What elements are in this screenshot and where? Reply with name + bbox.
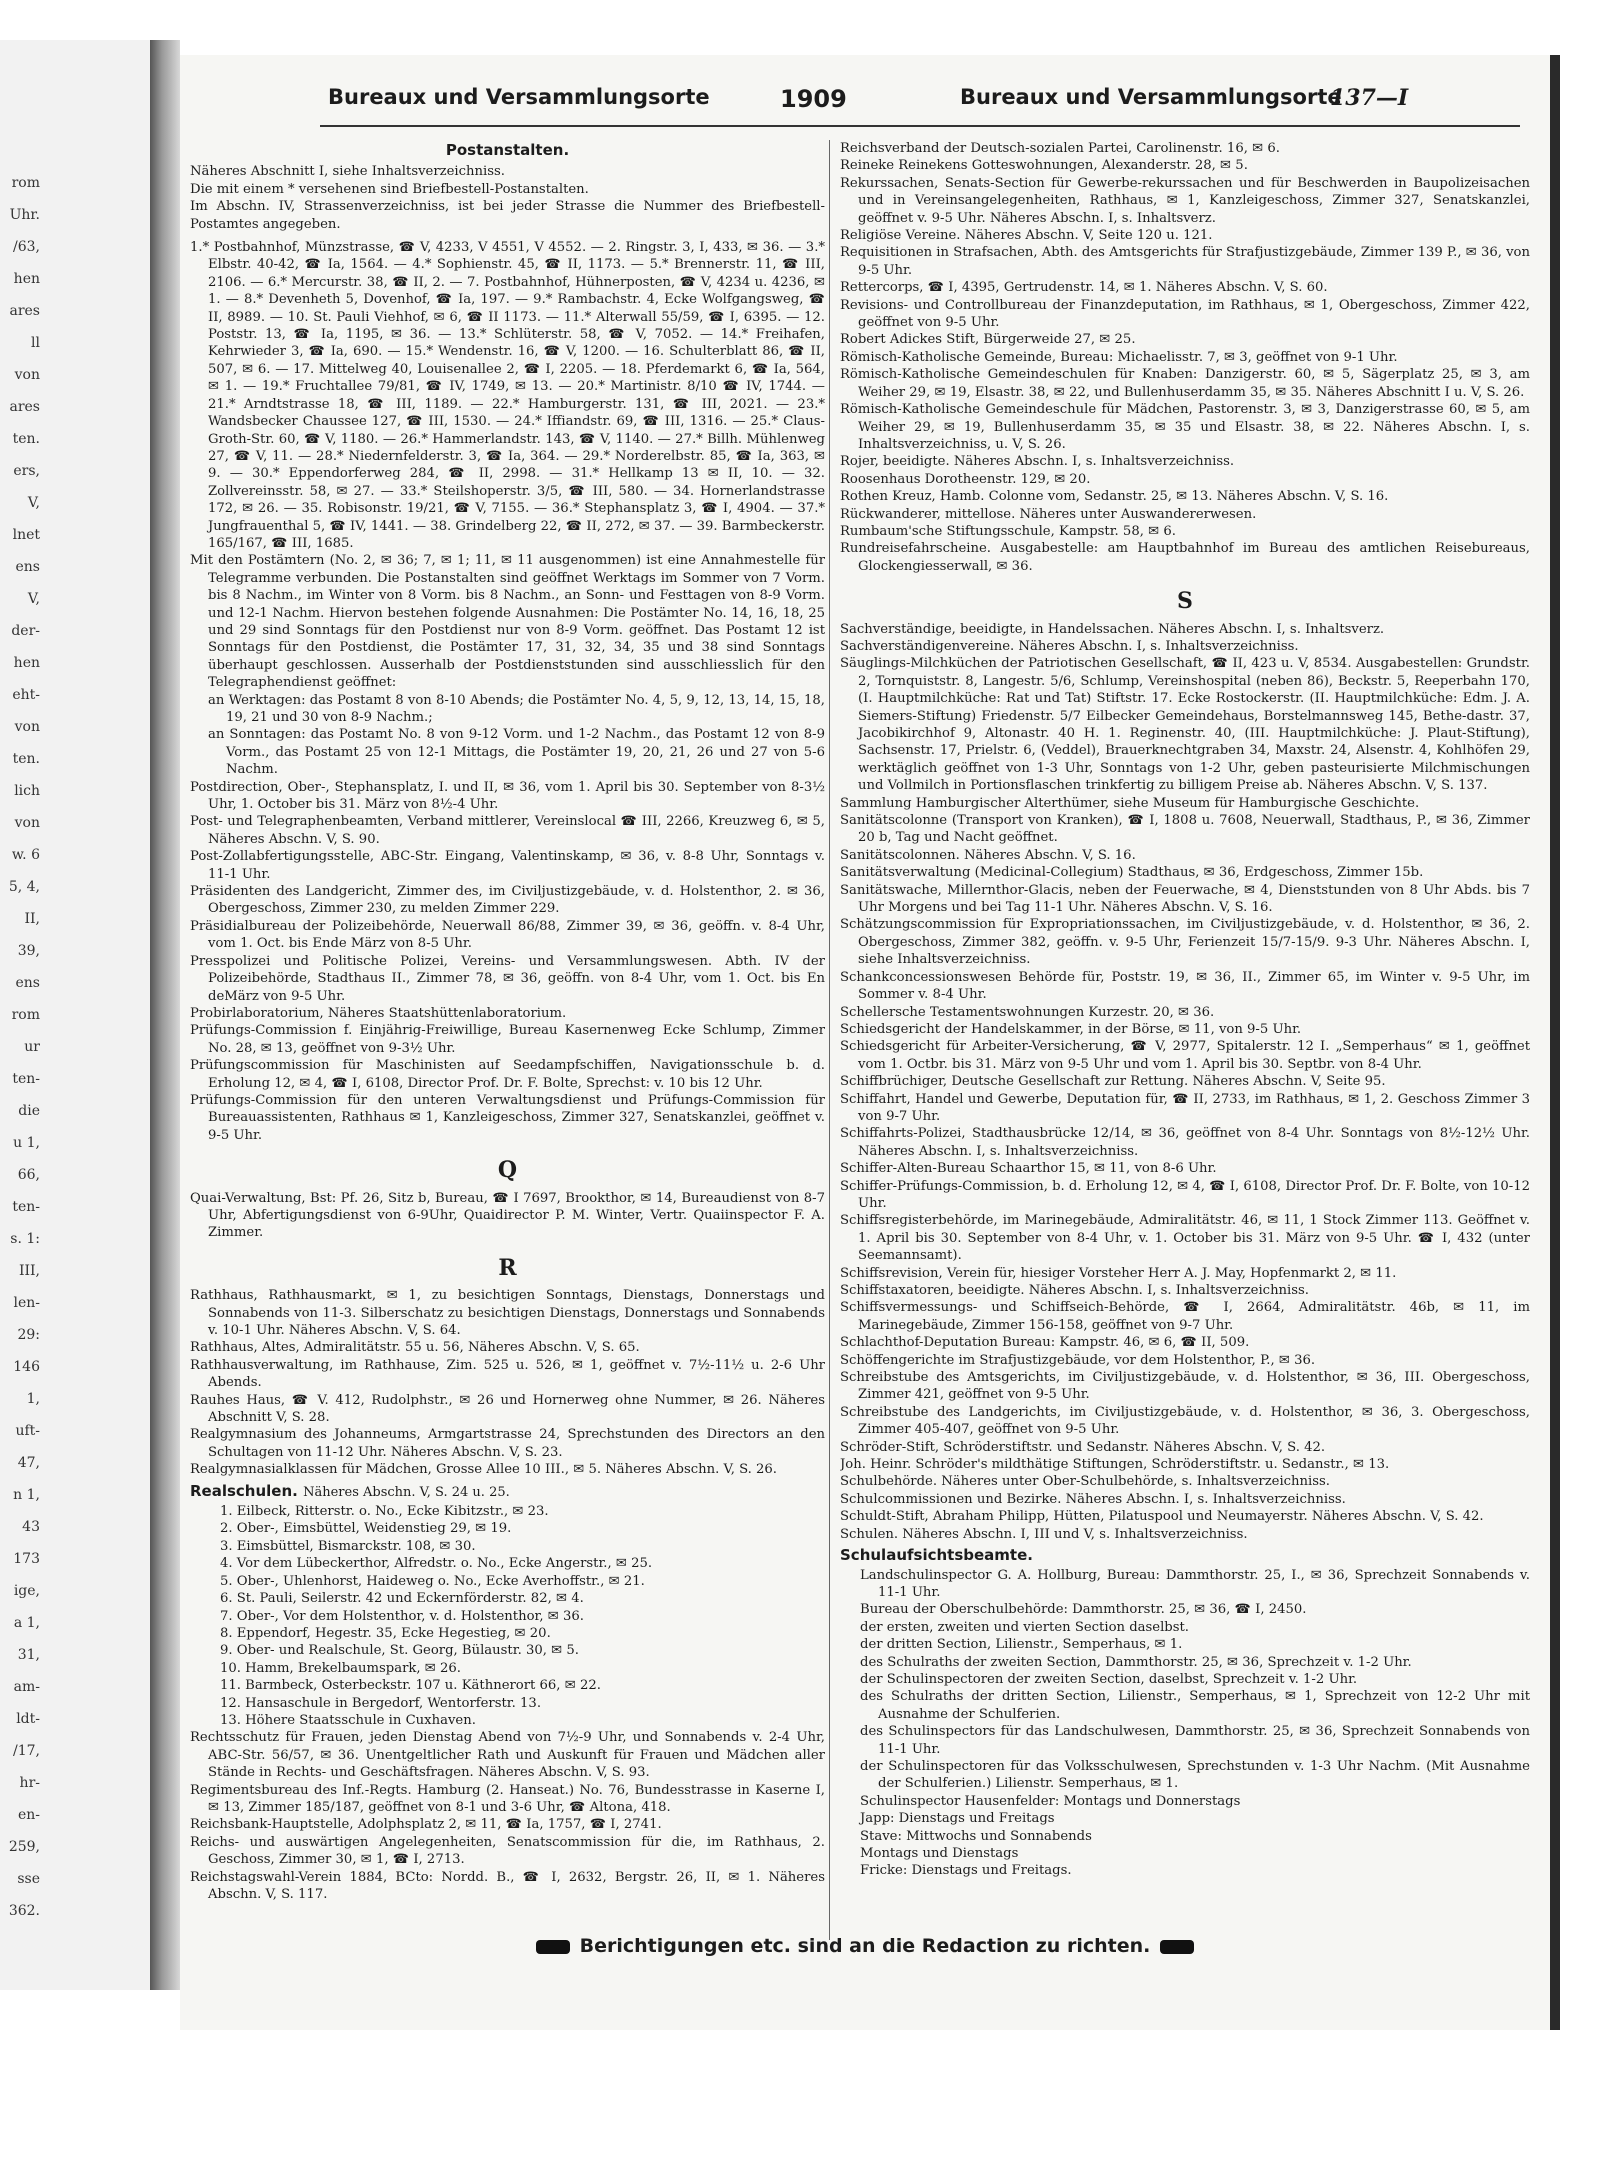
margin-fragment: V, <box>27 495 40 511</box>
schulaufsicht-entry: des Schulraths der dritten Section, Lilienstr., Semperhaus, ✉ 1, Sprechzeit von 12-2 Uhr mit Ausnahme der Schulferien. <box>860 1689 1530 1722</box>
margin-fragment: sse <box>17 1871 40 1887</box>
margin-fragment: /63, <box>13 239 40 255</box>
footer-text: Berichtigungen etc. sind an die Redaction zu richten. <box>579 1935 1151 1957</box>
realschule-item: 6. St. Pauli, Seilerstr. 42 und Eckernförderstr. 82, ✉ 4. <box>220 1591 584 1607</box>
realschule-item: 2. Ober-, Eimsbüttel, Weidenstieg 29, ✉ 19. <box>220 1521 512 1537</box>
directory-entry: Sachverständigenvereine. Näheres Abschn. I, s. Inhaltsverzeichniss. <box>840 638 1299 654</box>
margin-fragment: ur <box>24 1039 40 1055</box>
directory-entry: Reichsverband der Deutsch-sozialen Partei, Carolinenstr. 16, ✉ 6. <box>840 141 1280 156</box>
directory-entry: Rathhausverwaltung, im Rathhause, Zim. 525 u. 526, ✉ 1, geöffnet v. 7½-11½ u. 2-6 Uhr Abends. <box>190 1357 825 1391</box>
directory-entry: Reineke Reinekens Gotteswohnungen, Alexanderstr. 28, ✉ 5. <box>840 158 1248 174</box>
margin-fragment: hr- <box>19 1775 40 1791</box>
margin-fragment: uft- <box>15 1423 40 1439</box>
schulaufsicht-entry: Japp: Dienstags und Freitags <box>860 1811 1055 1827</box>
directory-entry: Schreibstube des Amtsgerichts, im Civiljustizgebäude, v. d. Holstenthor, ✉ 36, III. Obergeschoss, Zimmer 421, geöffnet von 9-5 Uhr. <box>840 1370 1530 1403</box>
margin-fragment: ige, <box>13 1583 40 1599</box>
directory-entry: Rathhaus, Rathhausmarkt, ✉ 1, zu besichtigen Sonntags, Dienstags, Donnerstags und Sonnabends von 11-3. Silberschatz zu besichtigen Dienstags, Donnerstags und Sonnabends v. 10-1 Uhr. Näheres Abschn. V, S. 64. <box>190 1288 825 1338</box>
header-left-title: Bureaux und Versammlungsorte <box>328 85 710 109</box>
schulaufsicht-entry: des Schulraths der zweiten Section, Dammthorstr. 25, ✉ 36, Sprechzeit v. 1-2 Uhr. <box>860 1654 1412 1670</box>
directory-entry: Rückwanderer, mittellose. Näheres unter Auswandererwesen. <box>840 506 1257 522</box>
directory-entry: Presspolizei und Politische Polizei, Vereins- und Versammlungswesen. Abth. IV der Polizeibehörde, Stadthaus II., Zimmer 78, ✉ 36, geöffn. von 8-4 Uhr, vom 1. Oct. bis En deMärz von 9-5 Uhr. <box>190 953 825 1004</box>
schulaufsicht-entry: Bureau der Oberschulbehörde: Dammthorstr. 25, ✉ 36, ☎ I, 2450. <box>860 1602 1307 1618</box>
directory-entry: Römisch-Katholische Gemeindeschulen für Knaben: Danzigerstr. 60, ✉ 5, Sägerplatz 25, ✉ 3, am Weiher 29, ✉ 19, Elsastr. 38, ✉ 22, und Bullenhuserdamm 35, ✉ 35. Näheres Abschnitt I u. V, S. 26. <box>840 367 1530 400</box>
directory-entry: Post- und Telegraphenbeamten, Verband mittlerer, Vereinslocal ☎ III, 2266, Kreuzweg 6, ✉ 5, Näheres Abschn. V, S. 90. <box>190 814 825 847</box>
directory-entry: Präsidenten des Landgericht, Zimmer des, im Civiljustizgebäude, v. d. Holstenthor, 2. ✉ 36, Obergeschoss, Zimmer 230, zu melden Zimmer 229. <box>190 884 825 917</box>
page-number: 137—I <box>1330 85 1409 111</box>
post-intro: Die mit einem * versehenen sind Briefbestell-Postanstalten. <box>190 181 589 197</box>
directory-entry: Rumbaum'sche Stiftungsschule, Kampstr. 58, ✉ 6. <box>840 523 1176 539</box>
margin-fragment: n 1, <box>13 1487 40 1503</box>
margin-fragment: ares <box>9 399 40 415</box>
margin-fragment: eht- <box>12 687 40 703</box>
directory-entry: Probirlaboratorium, Näheres Staatshüttenlaboratorium. <box>190 1005 567 1021</box>
margin-fragment: 146 <box>13 1359 40 1375</box>
margin-fragment: lich <box>14 783 40 799</box>
margin-fragment: II, <box>24 911 40 927</box>
post-hours: Mit den Postämtern (No. 2, ✉ 36; 7, ✉ 1; 11, ✉ 11 ausgenommen) ist eine Annahmestelle für Telegramme verbunden. Die Postanstalten sind geöffnet Werktags im Sommer von 7 Vorm. bis 8 Nachm., im Winter von 8 Vorm. bis 8 Nachm., an Sonn- und Festtagen von 8-9 Vorm. und 12-1 Nachm. Hiervon bestehen folgende Ausnahmen: Die Postämter No. 14, 16, 18, 25 und 29 sind Sonntags für den Postdienst nur von 8-9 Vorm. geöffnet. Das Postamt 12 ist Sonntags für den Postdienst, die Postämter 17, 31, 32, 34, 35 und 38 sind Sonntags überhaupt geschlossen. Ausserhalb der Postdienststunden sind ausschliesslich für den Telegraphendienst geöffnet: <box>190 553 825 691</box>
realschule-item: 1. Eilbeck, Ritterstr. o. No., Ecke Kibitzstr., ✉ 23. <box>220 1504 549 1520</box>
directory-entry: Schiffsvermessungs- und Schiffseich-Behörde, ☎ I, 2664, Admiralitätstr. 46b, ✉ 11, im Marinegebäude, Zimmer 156-158, geöffnet von 9-7 Uhr. <box>840 1300 1530 1333</box>
realschulen-heading <box>190 1483 825 1501</box>
directory-entry: Reichs- und auswärtigen Angelegenheiten, Senatscommission für die, im Rathhaus, 2. Geschoss, Zimmer 30, ✉ 1, ☎ I, 2713. <box>190 1834 825 1868</box>
directory-entry: Schiedsgericht für Arbeiter-Versicherung, ☎ V, 2977, Spitalerstr. 12 I. „Semperhaus“ ✉ 1, geöffnet vom 1. Octbr. bis 31. März von 9-5 Uhr und vom 1. April bis 30. Septbr. von 8-4 Uhr. <box>840 1039 1530 1072</box>
margin-fragment: 173 <box>13 1551 40 1567</box>
directory-entry: Schiedsgericht der Handelskammer, in der Börse, ✉ 11, von 9-5 Uhr. <box>840 1021 1302 1037</box>
directory-entry: Schiffsregisterbehörde, im Marinegebäude, Admiralitätstr. 46, ✉ 11, 1 Stock Zimmer 113. Geöffnet v. 1. April bis 30. September von 8-4 Uhr, v. 1. October bis 31. März von 9-5 Uhr. ☎ I, 432 (unter Seemannsamt). <box>840 1213 1530 1264</box>
directory-entry: Rathhaus, Altes, Admiralitätstr. 55 u. 56, Näheres Abschn. V, S. 65. <box>190 1340 640 1356</box>
post-hours-sundays: an Sonntagen: das Postamt No. 8 von 9-12 Vorm. und 1-2 Nachm., das Postamt 12 von 8-9 Vorm., das Postamt 25 von 12-1 Mittags, die Postämter 19, 20, 21, 26 und 27 von 5-6 Nachm. <box>208 727 825 778</box>
schulaufsicht-heading: Schulaufsichtsbeamte. <box>840 1546 1033 1565</box>
realschulen-list <box>190 1503 825 1729</box>
section-title-postanstalten: Postanstalten. <box>445 141 570 159</box>
entries-r2 <box>190 1729 825 1903</box>
directory-entry: Revisions- und Controllbureau der Finanzdeputation, im Rathhaus, ✉ 1, Obergeschoss, Zimmer 422, geöffnet von 9-5 Uhr. <box>840 297 1530 331</box>
directory-entry: Säuglings-Milchküchen der Patriotischen Gesellschaft, ☎ II, 423 u. V, 8534. Ausgabestellen: Grundstr. 2, Tornquiststr. 8, Langestr. 5/6, Schlump, Vereinshospital (neben 86), Beckstr. 5, Reeperbahn 170, (I. Hauptmilchküche: Rat und Tat) Stiftstr. 17. Ecke Rostockerstr. (II. Hauptmilchküche: Edm. J. A. Siemers-Stiftung) Friedenstr. 5/7 Eilbecker Gemeindehaus, Borstelmannsweg 145, Bethe-dastr. 37, Jacobikirchhof 9, Altonastr. 40 H. 1. Reginenstr. 40, (III. Hauptmilchküche: J. Plaut-Stiftung), Sachsenstr. 17, Prielstr. 6, (Veddel), Brauerknechtgraben 34, Maxstr. 24, Alsenstr. 4, Kohlhöfen 29, werktäglich geöffnet von 1-3 Uhr, Sonntags von 1-2 Uhr, geben pasteurisierte Milchmischungen und Vollmilch in Portionsflaschen trinkfertig zu billigem Preise ab. Näheres Abschn. V, S. 137. <box>840 656 1530 794</box>
letter-heading-r: R <box>498 1254 517 1281</box>
directory-entry: Schulbehörde. Näheres unter Ober-Schulbehörde, s. Inhaltsverzeichniss. <box>840 1474 1330 1490</box>
realschule-item: 4. Vor dem Lübeckerthor, Alfredstr. o. No., Ecke Angerstr., ✉ 25. <box>220 1556 653 1572</box>
realschule-item: 3. Eimsbüttel, Bismarckstr. 108, ✉ 30. <box>220 1538 476 1554</box>
post-hours-weekdays: an Werktagen: das Postamt 8 von 8-10 Abends; die Postämter No. 4, 5, 9, 12, 13, 14, 15, 18, 19, 21 und 30 von 8-9 Nachm.; <box>208 692 825 725</box>
directory-entry: Rojer, beeidigte. Näheres Abschn. I, s. Inhaltsverzeichniss. <box>840 454 1235 470</box>
realschule-item: 12. Hansaschule in Bergedorf, Wentorferstr. 13. <box>220 1695 542 1711</box>
directory-entry: Rekurssachen, Senats-Section für Gewerbe-rekurssachen und für Beschwerden in Baupolizeisachen und in Vereinsangelegenheiten, Rathhaus, ✉ 1, Kanzleigeschoss, Zimmer 327, Senatskanzlei, geöffnet v. 9-5 Uhr. Näheres Abschn. I, s. Inhaltsverz. <box>840 175 1530 226</box>
directory-entry: Prüfungscommission für Maschinisten auf Seedampfschiffen, Navigationsschule b. d. Erholung 12, ✉ 4, ☎ I, 6108, Director Prof. Dr. F. Bolte, Sprechst: v. 10 bis 12 Uhr. <box>190 1058 825 1091</box>
header-rule <box>320 125 1520 127</box>
directory-entry: Sachverständige, beeidigte, in Handelssachen. Näheres Abschn. I, s. Inhaltsverz. <box>840 621 1385 637</box>
directory-entry: Religiöse Vereine. Näheres Abschn. V, Seite 120 u. 121. <box>840 228 1213 244</box>
directory-entry: Rechtsschutz für Frauen, jeden Dienstag Abend von 7½-9 Uhr, und Sonnabends v. 2-4 Uhr, ABC-Str. 56/57, ✉ 36. Unentgeltlicher Rath und Auskunft für Frauen und Mädchen aller Stände in Rechts- und Geschäftsfragen. Näheres Abschn. V, S. 93. <box>190 1730 825 1781</box>
directory-entry: Sanitätsverwaltung (Medicinal-Collegium) Stadthaus, ✉ 36, Erdgeschoss, Zimmer 15b. <box>840 865 1424 881</box>
directory-entry: Schiffstaxatoren, beeidigte. Näheres Abschn. I, s. Inhaltsverzeichniss. <box>840 1283 1309 1298</box>
post-office-list: 1.* Postbahnhof, Münzstrasse, ☎ V, 4233, V 4551, V 4552. — 2. Ringstr. 3, I, 433, ✉ 36. — 3.* Elbstr. 40-42, ☎ Ia, 1564. — 4.* Sophienstr. 45, ☎ II, 1173. — 5.* Brennerstr. 11, ☎ III, 2106. — 6.* Mercurstr. 38, ☎ II, 2. — 7. Postbahnhof, Hühnerposten, ☎ V, 4234 u. 4236, ✉ 1. — 8.* Devenheth 5, Dovenhof, ☎ Ia, 197. — 9.* Rambachstr. 4, Ecke Wolfgangsweg, ☎ II, 8989. — 10. St. Pauli Viehhof, ✉ 6, ☎ II 1173. — 11.* Alterwall 55/59, ☎ I, 6395. — 12. Poststr. 13, ☎ Ia, 1195, ✉ 36. — 13.* Schlüterstr. 58, ☎ V, 7052. — 14.* Freihafen, Kehrwieder 3, ☎ Ia, 690. — 15.* Wendenstr. 16, ☎ V, 1200. — 16. Schulterblatt 86, ☎ II, 507, ✉ 6. — 17. Mittelweg 40, Louisenallee 2, ☎ I, 2205. — 18. Pferdemarkt 6, ☎ Ia, 564, ✉ 1. — 19.* Fruchtallee 79/81, ☎ IV, 1749, ✉ 13. — 20.* Martinistr. 8/10 ☎ IV, 1744. — 21.* Arndtstrasse 18, ☎ III, 1189. — 22.* Hamburgerstr. 131, ☎ III, 2021. — 23.* Wandsbecker Chaussee 127, ☎ III, 1530. — 24.* Iffiandstr. 69, ☎ III, 1316. — 25.* Claus-Groth-Str. 60, ☎ V, 1180. — 26.* Hammerlandstr. 143, ☎ V, 1140. — 27.* Billh. Mühlenweg 27, ☎ V, 11. — 28.* Niedernfelderstr. 3, ☎ Ia, 364. — 29.* Norderelbstr. 85, ☎ Ia, 363, ✉ 9. — 30.* Eppendorferweg 284, ☎ II, 2998. — 31.* Hellkamp 13 ✉ II, 10. — 32. Zollvereinsstr. 58, ✉ 27. — 33.* Steilshoperstr. 3/5, ☎ III, 580. — 34. Hornerlandstrasse 172, ✉ 26. — 35. Robisonstr. 19/21, ☎ V, 7155. — 36.* Stephansplatz 3, ☎ I, 4904. — 37.* Jungfrauenthal 5, ☎ IV, 1441. — 38. Grindelberg 22, ☎ II, 272, ✉ 37. — 39. Barmbeckerstr. 165/167, ☎ III, 1685. <box>190 240 825 551</box>
margin-fragment: rom <box>11 1007 40 1023</box>
realschule-item: 8. Eppendorf, Hegestr. 35, Ecke Hegestieg, ✉ 20. <box>220 1625 551 1641</box>
margin-fragment: u 1, <box>13 1135 40 1151</box>
margin-fragment: len- <box>13 1295 40 1311</box>
margin-fragment: Uhr. <box>9 207 40 223</box>
realschule-item: 13. Höhere Staatsschule in Cuxhaven. <box>220 1712 476 1728</box>
directory-entry: Schuldt-Stift, Abraham Philipp, Hütten, Pilatuspool und Neumayerstr. Näheres Abschn. V, S. 42. <box>840 1509 1484 1525</box>
directory-entry: Rothen Kreuz, Hamb. Colonne vom, Sedanstr. 25, ✉ 13. Näheres Abschn. V, S. 16. <box>840 489 1389 505</box>
entries-p <box>190 779 825 1145</box>
directory-entry: Präsidialbureau der Polizeibehörde, Neuerwall 86/88, Zimmer 39, ✉ 36, geöffn. v. 8-4 Uhr, vom 1. Oct. bis Ende März von 8-5 Uhr. <box>190 918 825 952</box>
directory-entry: Reichstagswahl-Verein 1884, BCto: Nordd. B., ☎ I, 2632, Bergstr. 26, II, ✉ 1. Näheres Abschn. V, S. 117. <box>190 1869 825 1902</box>
margin-fragment: V, <box>27 591 40 607</box>
realschulen-note: Näheres Abschn. V, S. 24 u. 25. <box>303 1484 510 1500</box>
margin-fragment: 1, <box>26 1391 40 1407</box>
directory-entry: Schiffbrüchiger, Deutsche Gesellschaft zur Rettung. Näheres Abschn. V, Seite 95. <box>840 1074 1386 1090</box>
margin-fragment: von <box>14 815 40 831</box>
directory-entry: Schlachthof-Deputation Bureau: Kampstr. 46, ✉ 6, ☎ II, 509. <box>840 1335 1250 1351</box>
footer-notice <box>180 1935 1550 1957</box>
margin-fragment: rom <box>11 175 40 191</box>
directory-entry: Sanitätscolonne (Transport von Kranken), ☎ I, 1808 u. 7608, Neuerwall, Stadthaus, P., ✉ 36, Zimmer 20 b, Tag und Nacht geöffnet. <box>840 813 1530 846</box>
margin-fragment: von <box>14 367 40 383</box>
margin-fragment: ers, <box>13 463 40 479</box>
realschulen-title: Realschulen. <box>190 1481 298 1500</box>
directory-entry: Joh. Heinr. Schröder's mildthätige Stiftungen, Schröderstiftstr. u. Sedanstr., ✉ 13. <box>840 1457 1390 1473</box>
directory-entry: Schreibstube des Landgerichts, im Civiljustizgebäude, v. d. Holstenthor, ✉ 36, 3. Obergeschoss, Zimmer 405-407, geöffnet von 9-5 Uhr. <box>840 1404 1530 1438</box>
margin-fragment: s. 1: <box>10 1231 40 1247</box>
directory-entry: Schiffahrts-Polizei, Stadthausbrücke 12/14, ✉ 36, geöffnet von 8-4 Uhr. Sonntags von 8½-12½ Uhr. Näheres Abschn. I, s. Inhaltsverzeichniss. <box>840 1126 1530 1159</box>
realschule-item: 9. Ober- und Realschule, St. Georg, Bülaustr. 30, ✉ 5. <box>220 1643 579 1659</box>
margin-fragment: der- <box>11 623 40 639</box>
margin-fragment: von <box>14 719 40 735</box>
directory-entry: Regimentsbureau des Inf.-Regts. Hamburg (2. Hanseat.) No. 76, Bundesstrasse in Kaserne I, ✉ 13, Zimmer 185/187, geöffnet von 8-1 und 3-6 Uhr, ☎ Altona, 418. <box>190 1782 825 1815</box>
directory-entry: Schiffer-Alten-Bureau Schaarthor 15, ✉ 11, von 8-6 Uhr. <box>840 1161 1217 1177</box>
directory-entry: Sanitätscolonnen. Näheres Abschn. V, S. 16. <box>840 847 1136 863</box>
schulaufsicht-entry: Schulinspector Hausenfelder: Montags und Donnerstags <box>860 1793 1241 1809</box>
directory-entry: Schiffahrt, Handel und Gewerbe, Deputation für, ☎ II, 2733, im Rathhaus, ✉ 1, 2. Geschoss Zimmer 3 von 9-7 Uhr. <box>840 1091 1530 1124</box>
directory-entry: Postdirection, Ober-, Stephansplatz, I. und II, ✉ 36, vom 1. April bis 30. September von 8-3½ Uhr, 1. October bis 31. März von 8½-4 Uhr. <box>190 779 825 813</box>
margin-fragment: ten- <box>12 1071 40 1087</box>
margin-fragment: die <box>18 1103 40 1119</box>
directory-entry: Schätzungscommission für Expropriationssachen, im Civiljustizgebäude, v. d. Holstenthor, ✉ 36, 2. Obergeschoss, Zimmer 382, geöffn. v. 9-5 Uhr, Ferienzeit 15/7-15/9. 9-3 Uhr. Näheres Abschn. I, siehe Inhaltsverzeichniss. <box>840 917 1530 968</box>
entries-r-continued <box>840 140 1530 575</box>
left-column <box>190 140 825 1950</box>
margin-fragment: 31, <box>17 1647 40 1663</box>
schulaufsicht-entry: Landschulinspector G. A. Hollburg, Bureau: Dammthorstr. 25, I., ✉ 36, Sprechzeit Sonnabends v. 11-1 Uhr. <box>860 1567 1530 1600</box>
directory-entry: Schiffer-Prüfungs-Commission, b. d. Erholung 12, ✉ 4, ☎ I, 6108, Director Prof. Dr. F. Bolte, von 10-12 Uhr. <box>840 1178 1530 1211</box>
directory-entry: Schiffsrevision, Verein für, hiesiger Vorsteher Herr A. J. May, Hopfenmarkt 2, ✉ 11. <box>840 1265 1397 1281</box>
pointing-hand-icon <box>536 1940 570 1954</box>
directory-entry: Reichsbank-Hauptstelle, Adolphsplatz 2, ✉ 11, ☎ Ia, 1757, ☎ I, 2741. <box>190 1817 662 1833</box>
page-header <box>180 85 1550 125</box>
directory-entry: Realgymnasium des Johanneums, Armgartstrasse 24, Sprechstunden des Directors an den Schultagen von 11-12 Uhr. Näheres Abschn. V, S. 23. <box>190 1427 825 1460</box>
margin-fragment: 259, <box>8 1839 40 1855</box>
margin-fragment: 29: <box>17 1327 40 1343</box>
right-column <box>840 140 1530 1950</box>
realschule-item: 5. Ober-, Uhlenhorst, Haideweg o. No., Ecke Averhoffstr., ✉ 21. <box>220 1573 645 1589</box>
header-year: 1909 <box>780 85 847 113</box>
margin-fragment: am- <box>13 1679 40 1695</box>
schulaufsicht-entry: des Schulinspectors für das Landschulwesen, Dammthorstr. 25, ✉ 36, Sprechzeit Sonnabends von 11-1 Uhr. <box>860 1724 1530 1757</box>
directory-entry: Römisch-Katholische Gemeinde, Bureau: Michaelisstr. 7, ✉ 3, geöffnet von 9-1 Uhr. <box>840 349 1398 365</box>
schulaufsicht-entry: der dritten Section, Lilienstr., Semperhaus, ✉ 1. <box>860 1637 1183 1653</box>
margin-fragment: 39, <box>17 943 40 959</box>
margin-fragment: lnet <box>12 527 40 543</box>
margin-fragment: en- <box>17 1807 40 1823</box>
schulaufsicht-entry: Montags und Dienstags <box>860 1846 1019 1861</box>
directory-entry: Rundreisefahrscheine. Ausgabestelle: am Hauptbahnhof im Bureau des amtlichen Reisebureaus, Glockengiesserwall, ✉ 36. <box>840 541 1530 574</box>
directory-entry: Prüfungs-Commission für den unteren Verwaltungsdienst und Prüfungs-Commission für Bureauassistenten, Rathhaus ✉ 1, Kanzleigeschoss, Zimmer 327, Senatskanzlei, geöffnet v. 9-5 Uhr. <box>190 1092 825 1143</box>
realschule-item: 10. Hamm, Brekelbaumspark, ✉ 26. <box>220 1660 462 1676</box>
margin-fragment: ten. <box>12 431 40 447</box>
margin-fragment: hen <box>13 655 40 671</box>
schulaufsicht-entry: Stave: Mittwochs und Sonnabends <box>860 1828 1092 1844</box>
margin-fragment: a 1, <box>13 1615 40 1631</box>
directory-entry: Schulcommissionen und Bezirke. Näheres Abschn. I, s. Inhaltsverzeichniss. <box>840 1491 1346 1507</box>
directory-entry: Sanitätswache, Millernthor-Glacis, neben der Feuerwache, ✉ 4, Dienststunden von 8 Uhr Abds. bis 7 Uhr Morgens und bei Tag 11-1 Uhr. Näheres Abschn. V, S. 16. <box>840 882 1530 916</box>
realschule-item: 11. Barmbeck, Osterbeckstr. 107 u. Käthnerort 66, ✉ 22. <box>220 1678 601 1694</box>
margin-fragment: 66, <box>17 1167 40 1183</box>
letter-heading-q: Q <box>497 1157 518 1184</box>
margin-fragment: 47, <box>17 1455 40 1471</box>
schulaufsicht-list <box>840 1567 1530 1880</box>
schulaufsicht-entry: der Schulinspectoren der zweiten Section, daselbst, Sprechzeit v. 1-2 Uhr. <box>860 1671 1358 1687</box>
column-divider <box>829 140 830 1940</box>
post-intro: Im Abschn. IV, Strassenverzeichniss, ist bei jeder Strasse die Nummer des Briefbestell-Postamtes angegeben. <box>190 199 825 232</box>
directory-entry: Schulen. Näheres Abschn. I, III und V, s. Inhaltsverzeichniss. <box>840 1526 1248 1542</box>
post-intro: Näheres Abschnitt I, siehe Inhaltsverzeichniss. <box>190 164 505 180</box>
directory-entry: Schröder-Stift, Schröderstiftstr. und Sedanstr. Näheres Abschn. V, S. 42. <box>840 1439 1326 1455</box>
margin-fragment: w. 6 <box>11 847 40 863</box>
margin-fragment: hen <box>13 271 40 287</box>
directory-entry: Sammlung Hamburgischer Alterthümer, siehe Museum für Hamburgische Geschichte. <box>840 795 1420 811</box>
directory-entry: Realgymnasialklassen für Mädchen, Grosse Allee 10 III., ✉ 5. Näheres Abschn. V, S. 26. <box>190 1462 778 1478</box>
schulaufsicht-entry: Fricke: Dienstags und Freitags. <box>860 1863 1072 1879</box>
margin-fragment: III, <box>18 1263 40 1279</box>
margin-fragment: ens <box>15 975 40 991</box>
book-spine <box>150 40 180 1990</box>
directory-entry: Schankconcessionswesen Behörde für, Poststr. 19, ✉ 36, II., Zimmer 65, im Winter v. 9-5 Uhr, im Sommer v. 8-4 Uhr. <box>840 969 1530 1003</box>
directory-entry: Schellersche Testamentswohnungen Kurzestr. 20, ✉ 36. <box>840 1004 1215 1020</box>
margin-fragment: ten. <box>12 751 40 767</box>
directory-entry: Post-Zollabfertigungsstelle, ABC-Str. Eingang, Valentinskamp, ✉ 36, v. 8-8 Uhr, Sonntags v. 11-1 Uhr. <box>190 849 825 882</box>
margin-fragment: ens <box>15 559 40 575</box>
directory-page <box>180 55 1550 2030</box>
letter-heading-s: S <box>1177 588 1193 615</box>
directory-entry: Prüfungs-Commission f. Einjährig-Freiwillige, Bureau Kasernenweg Ecke Schlump, Zimmer No. 28, ✉ 13, geöffnet von 9-3½ Uhr. <box>190 1023 825 1056</box>
directory-entry: Rauhes Haus, ☎ V. 412, Rudolphstr., ✉ 26 und Hornerweg ohne Nummer, ✉ 26. Näheres Abschnitt V, S. 28. <box>190 1392 825 1426</box>
directory-entry: Rettercorps, ☎ I, 4395, Gertrudenstr. 14, ✉ 1. Näheres Abschn. V, S. 60. <box>840 280 1328 296</box>
directory-entry: Requisitionen in Strafsachen, Abth. des Amtsgerichts für Strafjustizgebäude, Zimmer 139 P., ✉ 36, von 9-5 Uhr. <box>840 245 1530 278</box>
margin-fragment: 362. <box>8 1903 40 1919</box>
realschule-item: 7. Ober-, Vor dem Holstenthor, v. d. Holstenthor, ✉ 36. <box>220 1608 584 1624</box>
margin-fragment: /17, <box>13 1743 40 1759</box>
directory-entry: Römisch-Katholische Gemeindeschule für Mädchen, Pastorenstr. 3, ✉ 3, Danzigerstrasse 60, ✉ 5, am Weiher 29, ✉ 19, Bullenhuserdamm 35, ✉ 35 und Elsastr. 38, ✉ 22. Näheres Abschn. I, s. Inhaltsverzeichniss, u. V, S. 26. <box>840 402 1530 452</box>
margin-fragment: ll <box>31 335 40 351</box>
directory-entry: Roosenhaus Dorotheenstr. 129, ✉ 20. <box>840 471 1091 487</box>
directory-entry: Schöffengerichte im Strafjustizgebäude, vor dem Holstenthor, P., ✉ 36. <box>840 1352 1316 1368</box>
entries-s <box>840 621 1530 1544</box>
margin-fragment: 5, 4, <box>8 879 40 895</box>
margin-fragment: ldt- <box>16 1711 40 1727</box>
schulaufsicht-entry: der Schulinspectoren für das Volksschulwesen, Sprechstunden v. 1-3 Uhr Nachm. (Mit Ausnahme der Schulferien.) Lilienstr. Semperhaus, ✉ 1. <box>860 1758 1530 1792</box>
entries-r <box>190 1287 825 1478</box>
margin-fragment: ares <box>9 303 40 319</box>
margin-fragment: 43 <box>22 1519 40 1535</box>
schulaufsicht-entry: der ersten, zweiten und vierten Section daselbst. <box>860 1619 1189 1635</box>
directory-entry: Quai-Verwaltung, Bst: Pf. 26, Sitz b, Bureau, ☎ I 7697, Brookthor, ✉ 14, Bureaudienst von 8-7 Uhr, Abfertigungsdienst von 6-9Uhr, Quaidirector P. M. Winter, Vertr. Quaiinspector F. A. Zimmer. <box>190 1190 825 1241</box>
margin-fragment: ten- <box>12 1199 40 1215</box>
directory-entry: Robert Adickes Stift, Bürgerweide 27, ✉ 25. <box>840 332 1136 348</box>
header-right-title: Bureaux und Versammlungsorte <box>960 85 1342 109</box>
pointing-hand-icon <box>1160 1940 1194 1954</box>
